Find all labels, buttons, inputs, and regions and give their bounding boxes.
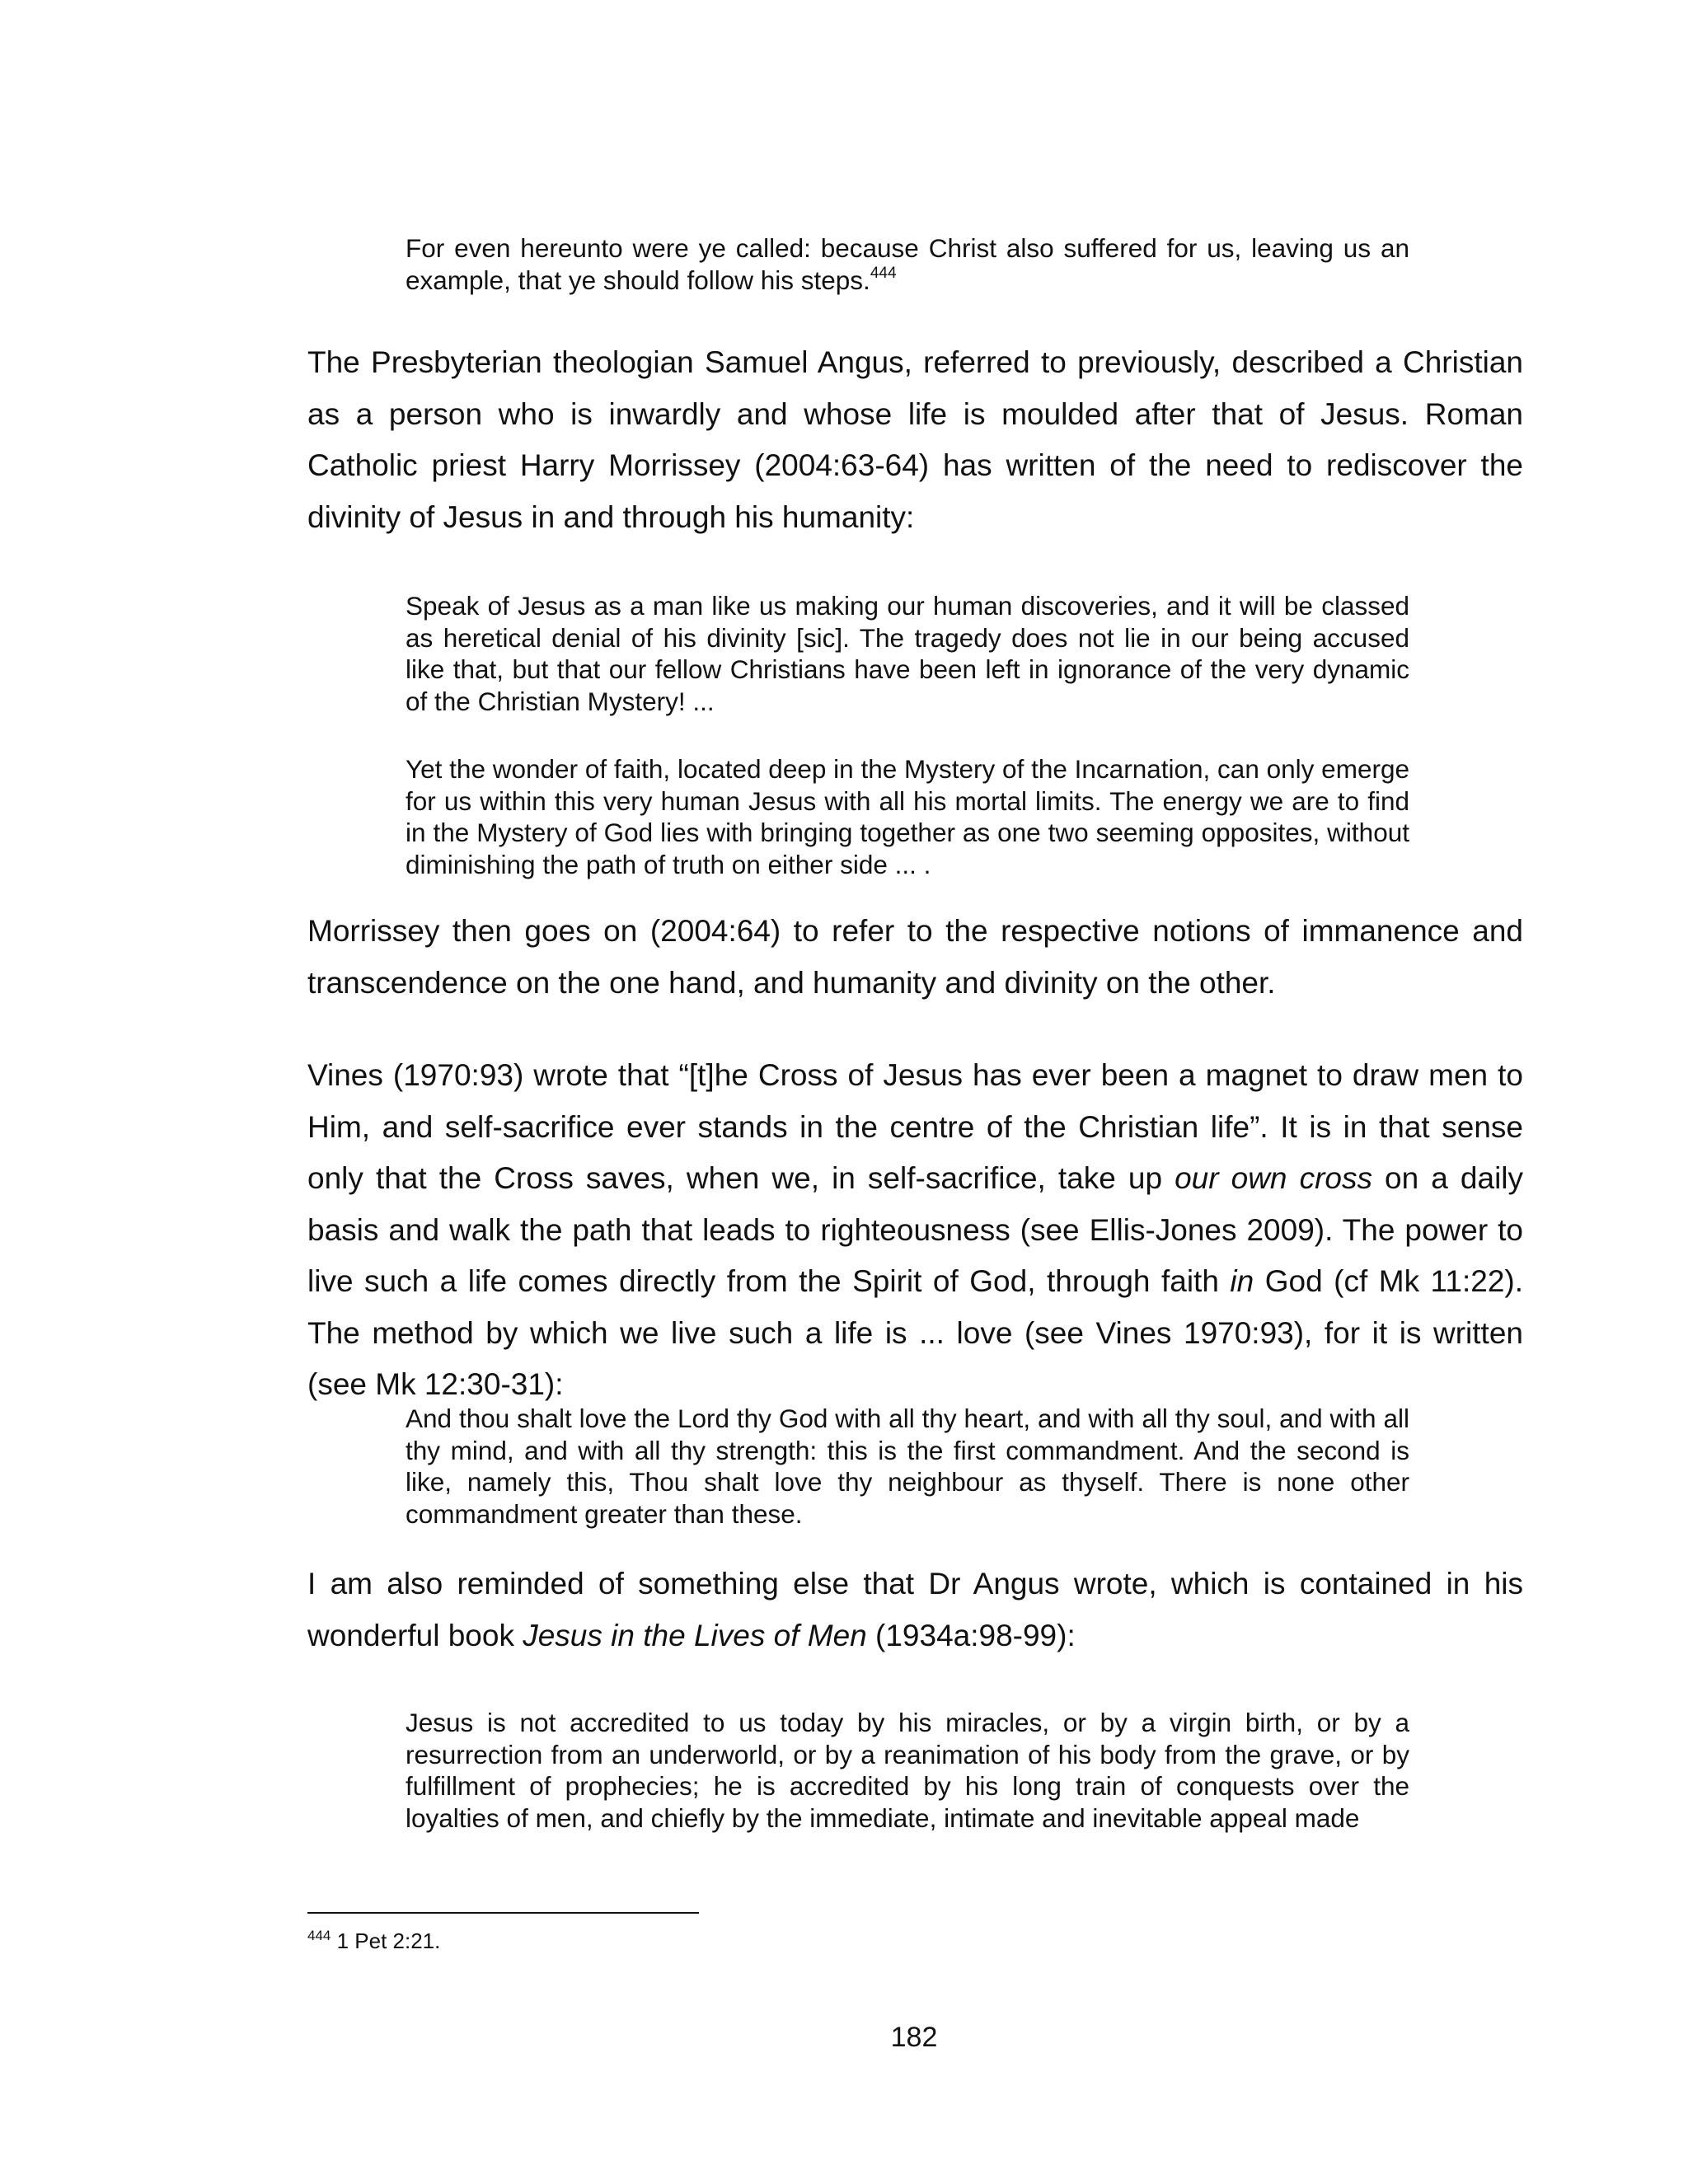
paragraph-text: God (cf Mk 11:22). The method by which we live such a life is ... love (see Vines 1970:93), for it is written (see Mk 12:30-31): bbox=[307, 1264, 1524, 1401]
paragraph-immanence: Morrissey then goes on (2004:64) to refer to the respective notions of immanence and transcendence on the one hand, and humanity and divinity on the other. bbox=[307, 914, 1523, 1000]
block-quote-peter bbox=[406, 232, 1409, 296]
footnote bbox=[307, 1927, 440, 1955]
paragraph-vines bbox=[307, 1050, 1523, 1411]
book-title: Jesus in the Lives of Men bbox=[523, 1618, 867, 1652]
block-quote-morrissey-2: Yet the wonder of faith, located deep in the Mystery of the Incarnation, can only emerge for us within this very human Jesus with all his mortal limits. The energy we are to find in the Mystery of God lies with bringing together as one two seeming opposites, without diminishing the path of truth on either side ... . bbox=[406, 754, 1409, 879]
paragraph-angus-morrissey: The Presbyterian theologian Samuel Angus, referred to previously, described a Christian as a person who is inwardly and whose life is moulded after that of Jesus. Roman Catholic priest Harry Morrissey (2004:63-64) has written of the need to rediscover the divinity of Jesus in and through his humanity: bbox=[307, 345, 1523, 534]
page-number: 182 bbox=[890, 2022, 938, 2053]
paragraph-text: Vines (1970:93) wrote that “[t]he Cross of Jesus has ever been a magnet to draw men to Him, and self-sacrifice ever stands in the centre of the Christian life”. It is in that sense only that the Cross saves, when we, in self-sacrifice, take up bbox=[307, 1058, 1523, 1195]
block-quote-morrissey-1: Speak of Jesus as a man like us making our human discoveries, and it will be classed as heretical denial of his divinity [sic]. The tragedy does not lie in our being accused like that, but that our fellow Christians have been left in ignorance of the very dynamic of the Christian Mystery! ... bbox=[406, 591, 1409, 716]
footnote-separator bbox=[307, 1912, 699, 1914]
italic-phrase: our own cross bbox=[1175, 1161, 1372, 1195]
footnote-number: 444 bbox=[307, 1928, 331, 1943]
paragraph-angus-book bbox=[307, 1558, 1523, 1661]
block-quote-angus: Jesus is not accredited to us today by his miracles, or by a virgin birth, or by a resurrection from an underworld, or by a reanimation of his body from the grave, or by fulfillment of prophecies; he is accredited by his long train of conquests over the loyalties of men, and chiefly by the immediate, intimate and inevitable appeal made bbox=[406, 1708, 1409, 1833]
footnote-text: 1 Pet 2:21. bbox=[331, 1929, 441, 1953]
footnote-reference: 444 bbox=[870, 264, 897, 282]
paragraph-text: I am also reminded of something else that Dr Angus wrote, which is contained in his wonderful book bbox=[307, 1567, 1523, 1652]
quote-text: For even hereunto were ye called: because Christ also suffered for us, leaving us an example, that ye should follow his steps. bbox=[406, 233, 1409, 295]
paragraph-text: (1934a:98-99): bbox=[866, 1618, 1076, 1652]
italic-phrase: in bbox=[1230, 1264, 1254, 1298]
paragraph-text: on a daily basis and walk the path that leads to righteousness (see Ellis-Jones 2009). The power to live such a life comes directly from the Spirit of God, through faith bbox=[307, 1161, 1524, 1298]
block-quote-mark: And thou shalt love the Lord thy God with all thy heart, and with all thy soul, and with all thy mind, and with all thy strength: this is the first commandment. And the second is like, namely this, Thou shalt love thy neighbour as thyself. There is none other commandment greater than these. bbox=[406, 1404, 1409, 1529]
